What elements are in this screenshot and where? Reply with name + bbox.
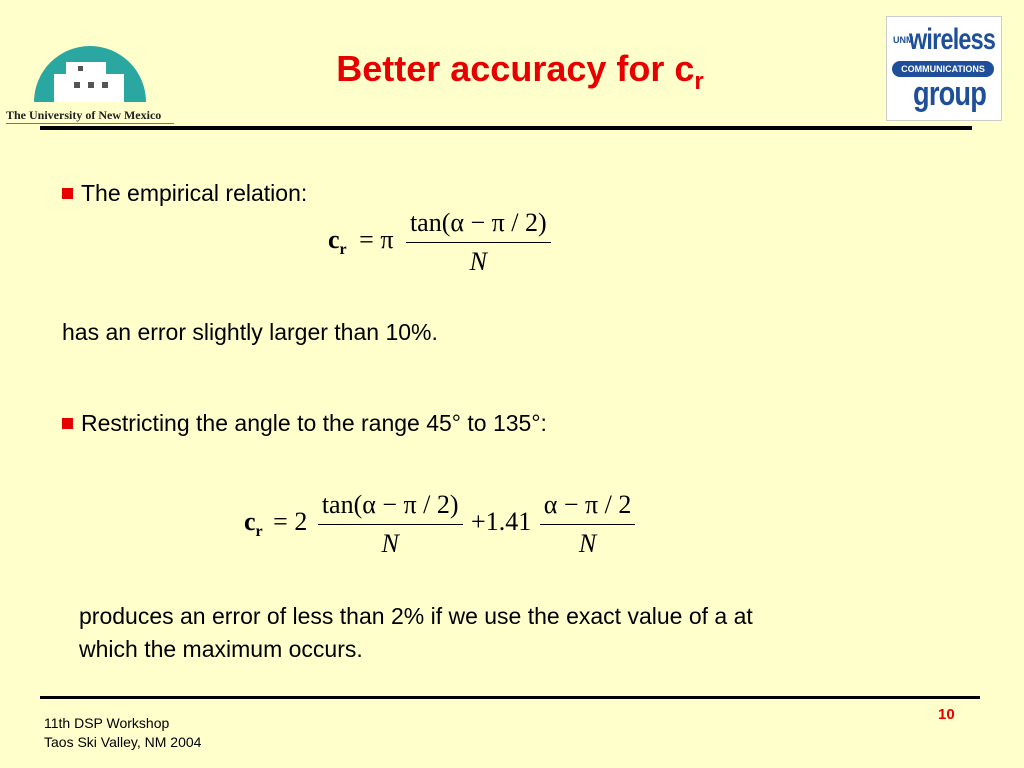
eq2-numerator-1: tan(α − π / 2) — [318, 490, 463, 525]
footer-line-1: 11th DSP Workshop — [44, 715, 170, 731]
eq1-fraction — [406, 208, 551, 277]
bullet-square-icon — [62, 188, 73, 199]
eq2-denominator-1: N — [381, 529, 399, 558]
page-number: 10 — [938, 706, 955, 723]
note-1: has an error slightly larger than 10%. — [62, 319, 438, 345]
footer-divider — [40, 696, 980, 699]
bullet-2 — [62, 410, 547, 437]
footer — [44, 714, 201, 752]
note-2 — [79, 600, 753, 666]
title-main: Better accuracy for c — [336, 48, 695, 89]
logo-word-group: group — [913, 75, 987, 113]
page-title — [220, 48, 820, 95]
footer-line-2: Taos Ski Valley, NM 2004 — [44, 734, 202, 750]
header-divider — [40, 126, 972, 130]
bullet-1-text: The empirical relation: — [81, 180, 308, 206]
logo-band: COMMUNICATIONS — [892, 61, 994, 77]
equation-2 — [244, 490, 635, 559]
title-subscript: r — [694, 68, 704, 95]
eq2-mid-term: +1.41 — [471, 507, 532, 537]
wireless-group-logo — [886, 16, 1002, 121]
equation-1 — [328, 208, 551, 277]
unm-logo-caption: The University of New Mexico — [6, 108, 174, 124]
logo-word-wireless: wireless — [909, 23, 996, 56]
eq1-numerator: tan(α − π / 2) — [406, 208, 551, 243]
eq1-lhs: $c_r$ — [328, 225, 347, 259]
eq2-rel: = 2 — [273, 507, 308, 537]
unm-logo — [6, 22, 176, 124]
unm-logo-icon — [6, 22, 176, 102]
eq2-numerator-2: α − π / 2 — [540, 490, 636, 525]
note-2-line-1: produces an error of less than 2% if we use the exact value of a at — [79, 603, 753, 629]
eq2-denominator-2: N — [578, 529, 597, 558]
eq1-denominator: N — [469, 247, 487, 276]
eq1-rel: = π — [359, 225, 394, 255]
logo-prefix: UNM — [893, 35, 914, 45]
eq2-fraction-2 — [540, 490, 636, 559]
bullet-2-text: Restricting the angle to the range 45° to 135°: — [81, 410, 547, 436]
note-2-line-2: which the maximum occurs. — [79, 636, 363, 662]
bullet-square-icon — [62, 418, 73, 429]
eq2-fraction-1 — [318, 490, 463, 559]
eq2-lhs: $c_r$ — [244, 507, 263, 541]
bullet-1 — [62, 180, 307, 207]
